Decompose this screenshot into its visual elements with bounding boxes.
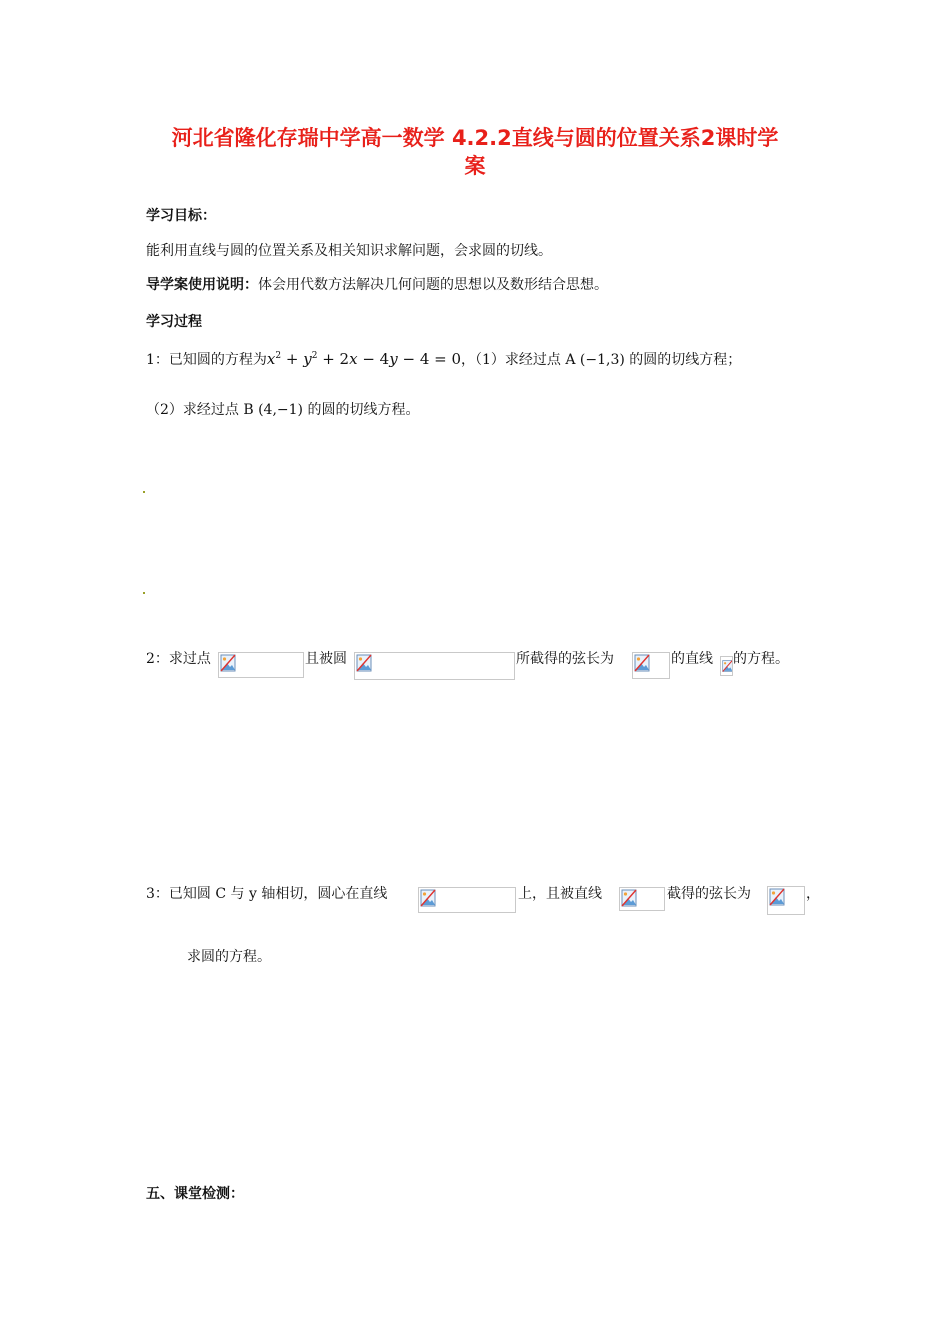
- stray-dot: [143, 491, 145, 493]
- q3-text-2: 上，且被直线: [518, 886, 602, 902]
- q1-equation: $x^2 + y^2 + 2x - 4y - 4 = 0$: [266, 350, 462, 368]
- question-1-line1: [146, 349, 741, 369]
- page-title-line1: 河北省隆化存瑞中学高一数学 4.2.2直线与圆的位置关系2课时学: [171, 126, 779, 150]
- formula-image-placeholder: [619, 887, 665, 911]
- formula-image-placeholder: [218, 652, 304, 678]
- q3-line2: 求圆的方程。: [187, 949, 271, 965]
- q2-text-4: 的直线: [671, 651, 713, 667]
- broken-image-icon: [769, 888, 785, 906]
- q1-equation-suffix: ，: [461, 352, 476, 368]
- formula-image-placeholder: [354, 652, 515, 680]
- q3-text-1: 3：已知圆 C 与 y 轴相切，圆心在直线: [146, 886, 388, 902]
- q3-text-3: 截得的弦长为: [667, 886, 751, 902]
- broken-image-icon: [356, 654, 372, 672]
- process-heading: 学习过程: [146, 314, 202, 330]
- stray-dot: [143, 592, 145, 594]
- q1-part2: （2）求经过点 B (4,−1) 的圆的切线方程。: [146, 402, 420, 418]
- guide-line: [146, 274, 608, 294]
- broken-image-icon: [621, 889, 637, 907]
- q2-text-1: 2：求过点: [146, 651, 211, 667]
- formula-image-placeholder: [767, 886, 805, 915]
- guide-label: 导学案使用说明：: [146, 277, 258, 293]
- q2-text-5: 的方程。: [733, 651, 789, 667]
- q3-text-4: ，: [806, 886, 820, 902]
- broken-image-icon: [722, 658, 733, 674]
- formula-image-placeholder: [720, 656, 733, 676]
- section5-heading: 五、课堂检测：: [146, 1186, 244, 1202]
- formula-image-placeholder: [632, 652, 670, 679]
- q2-text-2: 且被圆: [305, 651, 347, 667]
- guide-text: 体会用代数方法解决几何问题的思想以及数形结合思想。: [258, 277, 608, 293]
- broken-image-icon: [420, 889, 436, 907]
- broken-image-icon: [634, 654, 650, 672]
- q1-part1: （1）求经过点 A (−1,3) 的圆的切线方程；: [475, 352, 742, 368]
- objectives-heading: 学习目标：: [146, 208, 216, 224]
- q1-prefix: 1：已知圆的方程为: [146, 352, 267, 368]
- objectives-text: 能利用直线与圆的位置关系及相关知识求解问题，会求圆的切线。: [146, 243, 552, 259]
- formula-image-placeholder: [418, 887, 516, 913]
- broken-image-icon: [220, 654, 236, 672]
- page-title-line2: 案: [464, 154, 486, 178]
- q2-text-3: 所截得的弦长为: [516, 651, 614, 667]
